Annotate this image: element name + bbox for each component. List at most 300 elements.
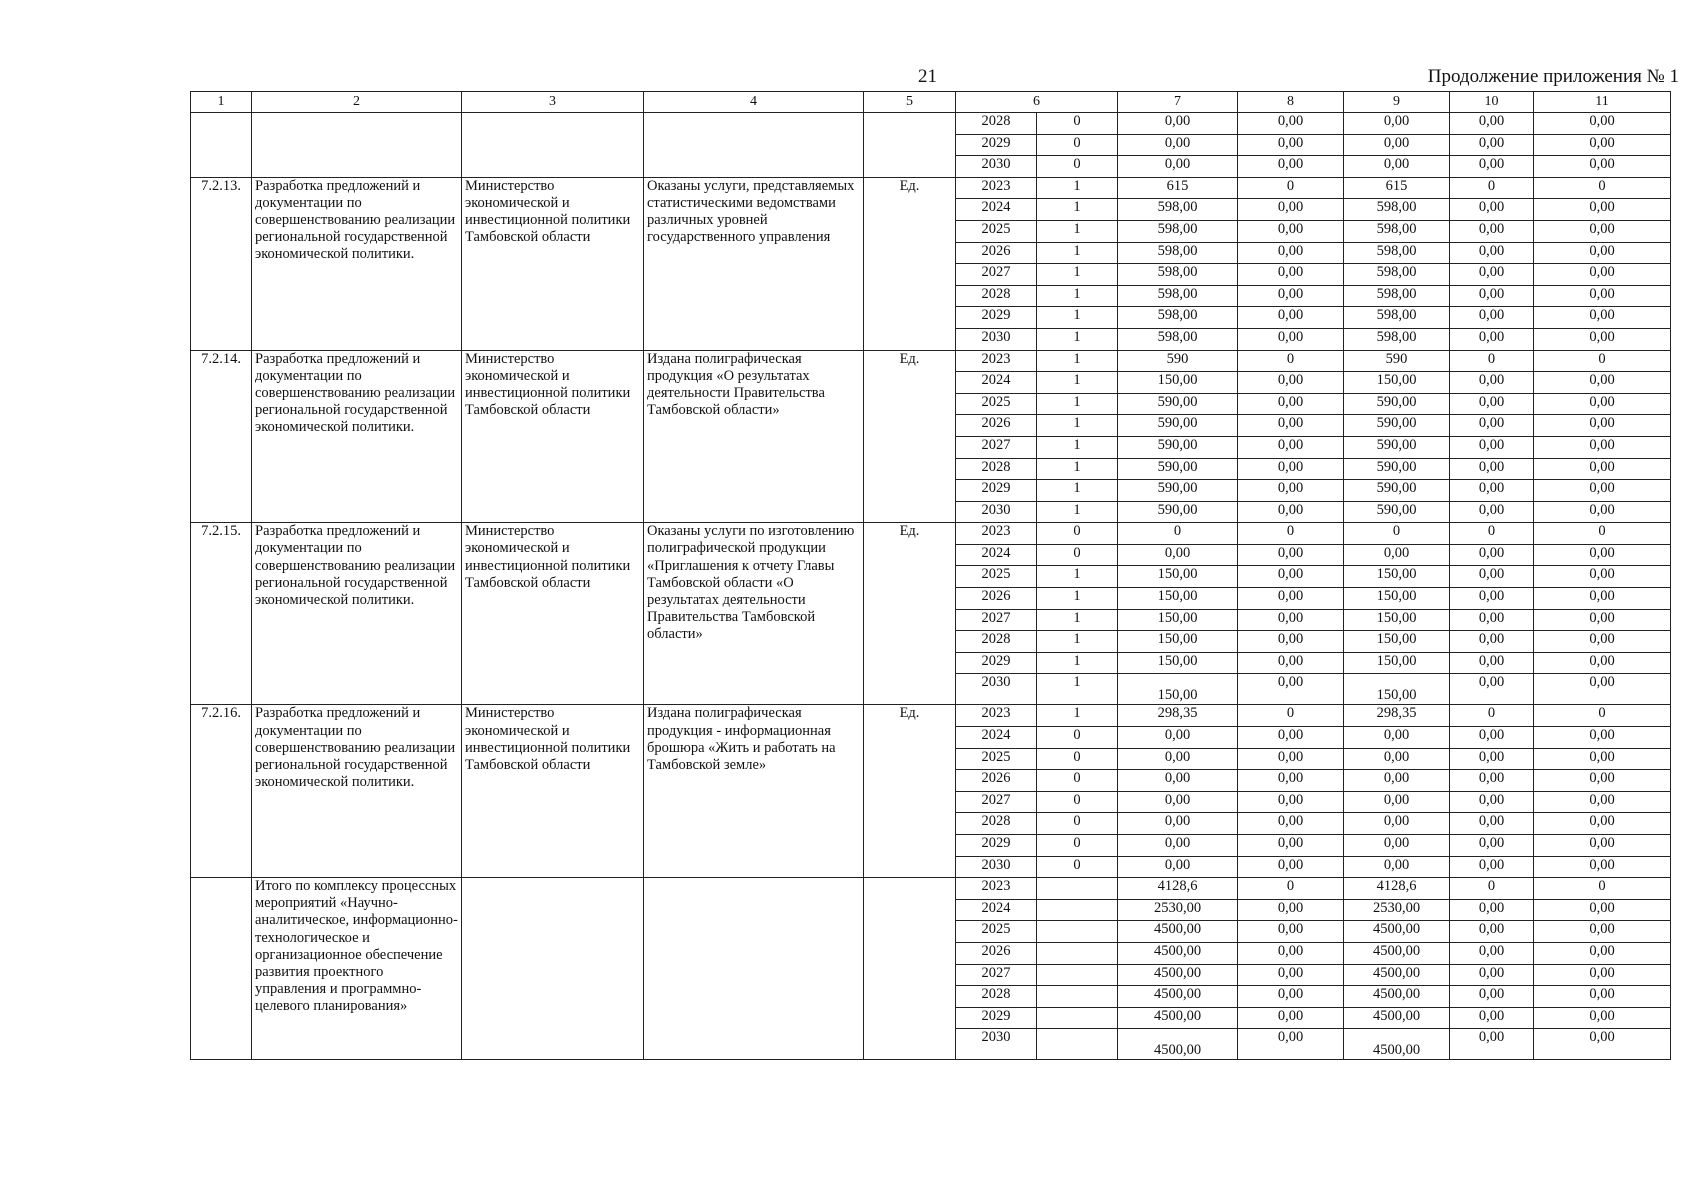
col10-value: 0,00 <box>1450 942 1534 964</box>
col6-value <box>1037 878 1118 900</box>
col11-value: 0,00 <box>1534 770 1671 792</box>
col-header-1: 1 <box>191 92 252 113</box>
year-cell: 2024 <box>956 899 1037 921</box>
col9-value: 0,00 <box>1344 544 1450 566</box>
col11-value: 0,00 <box>1534 899 1671 921</box>
col8-value: 0 <box>1238 878 1344 900</box>
col8-value: 0,00 <box>1238 770 1344 792</box>
col7-value: 150,00 <box>1118 674 1238 705</box>
year-cell: 2023 <box>956 350 1037 372</box>
col9-value: 590,00 <box>1344 458 1450 480</box>
col9-value: 150,00 <box>1344 652 1450 674</box>
col8-value: 0,00 <box>1238 609 1344 631</box>
col7-value: 598,00 <box>1118 264 1238 286</box>
year-cell: 2028 <box>956 631 1037 653</box>
year-cell: 2028 <box>956 113 1037 135</box>
col10-value: 0,00 <box>1450 813 1534 835</box>
col8-value: 0,00 <box>1238 652 1344 674</box>
col6-value: 0 <box>1037 134 1118 156</box>
col7-value: 4500,00 <box>1118 1007 1238 1029</box>
col7-value: 0,00 <box>1118 544 1238 566</box>
col11-value: 0,00 <box>1534 458 1671 480</box>
col11-value: 0,00 <box>1534 393 1671 415</box>
col7-value: 598,00 <box>1118 285 1238 307</box>
year-cell: 2024 <box>956 372 1037 394</box>
year-cell: 2030 <box>956 1029 1037 1060</box>
col9-value: 590,00 <box>1344 393 1450 415</box>
col9-value: 4500,00 <box>1344 986 1450 1008</box>
col7-value: 590,00 <box>1118 393 1238 415</box>
col8-value: 0,00 <box>1238 415 1344 437</box>
col10-value: 0,00 <box>1450 899 1534 921</box>
year-cell: 2028 <box>956 285 1037 307</box>
col7-value: 0 <box>1118 523 1238 545</box>
year-cell: 2029 <box>956 652 1037 674</box>
col7-value: 150,00 <box>1118 631 1238 653</box>
measure-name: Разработка предложений и документации по совершенствованию реализации региональной государственной экономической политики. <box>252 350 462 523</box>
year-cell: 2030 <box>956 856 1037 878</box>
col7-value: 4128,6 <box>1118 878 1238 900</box>
col10-value: 0 <box>1450 350 1534 372</box>
col7-value: 598,00 <box>1118 242 1238 264</box>
col6-value <box>1037 899 1118 921</box>
measure-executor: Министерство экономической и инвестиционной политики Тамбовской области <box>462 177 644 350</box>
measure-code: 7.2.13. <box>191 177 252 350</box>
measure-result: Оказаны услуги по изготовлению полиграфической продукции «Приглашения к отчету Главы Тамбовской области «О результатах деятельности Правительства Тамбовской области» <box>644 523 864 705</box>
col11-value: 0,00 <box>1534 921 1671 943</box>
col9-value: 0,00 <box>1344 770 1450 792</box>
col9-value: 0,00 <box>1344 113 1450 135</box>
col6-value: 1 <box>1037 458 1118 480</box>
col9-value: 0,00 <box>1344 791 1450 813</box>
col-header-8: 8 <box>1238 92 1344 113</box>
col8-value: 0,00 <box>1238 372 1344 394</box>
col7-value: 4500,00 <box>1118 921 1238 943</box>
year-cell: 2026 <box>956 415 1037 437</box>
col6-value: 1 <box>1037 652 1118 674</box>
col11-value: 0,00 <box>1534 942 1671 964</box>
col9-value: 590,00 <box>1344 501 1450 523</box>
col11-value: 0,00 <box>1534 113 1671 135</box>
col10-value: 0,00 <box>1450 436 1534 458</box>
empty-cell <box>462 113 644 178</box>
year-cell: 2030 <box>956 501 1037 523</box>
year-cell: 2028 <box>956 458 1037 480</box>
col6-value: 0 <box>1037 544 1118 566</box>
col7-value: 298,35 <box>1118 705 1238 727</box>
year-cell: 2030 <box>956 156 1037 178</box>
col10-value: 0,00 <box>1450 307 1534 329</box>
col9-value: 150,00 <box>1344 588 1450 610</box>
measure-result: Издана полиграфическая продукция - информационная брошюра «Жить и работать на Тамбовской земле» <box>644 705 864 878</box>
col-header-3: 3 <box>462 92 644 113</box>
empty-cell <box>252 113 462 178</box>
col9-value: 0,00 <box>1344 835 1450 857</box>
year-cell: 2028 <box>956 813 1037 835</box>
col6-value: 1 <box>1037 307 1118 329</box>
col10-value: 0,00 <box>1450 156 1534 178</box>
year-cell: 2027 <box>956 964 1037 986</box>
year-cell: 2027 <box>956 264 1037 286</box>
measure-unit: Ед. <box>864 705 956 878</box>
col7-value: 0,00 <box>1118 113 1238 135</box>
col9-value: 598,00 <box>1344 285 1450 307</box>
col10-value: 0,00 <box>1450 199 1534 221</box>
col8-value: 0,00 <box>1238 856 1344 878</box>
col8-value: 0,00 <box>1238 791 1344 813</box>
col6-value <box>1037 1007 1118 1029</box>
col11-value: 0,00 <box>1534 835 1671 857</box>
col9-value: 590,00 <box>1344 436 1450 458</box>
col10-value: 0,00 <box>1450 791 1534 813</box>
col11-value: 0,00 <box>1534 791 1671 813</box>
col11-value: 0 <box>1534 878 1671 900</box>
measure-executor: Министерство экономической и инвестиционной политики Тамбовской области <box>462 523 644 705</box>
year-cell: 2026 <box>956 770 1037 792</box>
col8-value: 0,00 <box>1238 835 1344 857</box>
col9-value: 4128,6 <box>1344 878 1450 900</box>
col7-value: 598,00 <box>1118 199 1238 221</box>
col7-value: 0,00 <box>1118 835 1238 857</box>
col11-value: 0,00 <box>1534 328 1671 350</box>
col7-value: 4500,00 <box>1118 986 1238 1008</box>
measure-unit: Ед. <box>864 350 956 523</box>
col7-value: 0,00 <box>1118 813 1238 835</box>
measure-unit: Ед. <box>864 177 956 350</box>
col9-value: 150,00 <box>1344 372 1450 394</box>
col8-value: 0,00 <box>1238 674 1344 705</box>
col7-value: 0,00 <box>1118 748 1238 770</box>
empty-cell <box>644 113 864 178</box>
col6-value: 1 <box>1037 588 1118 610</box>
table-row <box>191 350 1671 372</box>
col7-value: 598,00 <box>1118 307 1238 329</box>
col10-value: 0,00 <box>1450 835 1534 857</box>
col11-value: 0,00 <box>1534 964 1671 986</box>
year-cell: 2029 <box>956 1007 1037 1029</box>
year-cell: 2026 <box>956 588 1037 610</box>
measure-unit: Ед. <box>864 523 956 705</box>
year-cell: 2023 <box>956 878 1037 900</box>
empty-cell <box>462 878 644 1060</box>
year-cell: 2027 <box>956 609 1037 631</box>
col11-value: 0,00 <box>1534 588 1671 610</box>
column-number-row <box>191 92 1671 113</box>
col8-value: 0,00 <box>1238 631 1344 653</box>
col10-value: 0 <box>1450 705 1534 727</box>
col6-value: 1 <box>1037 480 1118 502</box>
col8-value: 0,00 <box>1238 156 1344 178</box>
col7-value: 150,00 <box>1118 588 1238 610</box>
col7-value: 4500,00 <box>1118 1029 1238 1060</box>
year-cell: 2024 <box>956 727 1037 749</box>
col8-value: 0,00 <box>1238 436 1344 458</box>
col11-value: 0,00 <box>1534 220 1671 242</box>
col8-value: 0,00 <box>1238 899 1344 921</box>
col9-value: 598,00 <box>1344 307 1450 329</box>
col7-value: 598,00 <box>1118 220 1238 242</box>
col9-value: 4500,00 <box>1344 964 1450 986</box>
col6-value: 0 <box>1037 770 1118 792</box>
col8-value: 0 <box>1238 177 1344 199</box>
measure-code: 7.2.14. <box>191 350 252 523</box>
col10-value: 0,00 <box>1450 220 1534 242</box>
col8-value: 0,00 <box>1238 986 1344 1008</box>
col9-value: 598,00 <box>1344 328 1450 350</box>
col10-value: 0,00 <box>1450 856 1534 878</box>
col6-value <box>1037 942 1118 964</box>
col10-value: 0,00 <box>1450 609 1534 631</box>
year-cell: 2024 <box>956 544 1037 566</box>
table-row <box>191 523 1671 545</box>
col9-value: 0,00 <box>1344 813 1450 835</box>
measure-executor: Министерство экономической и инвестиционной политики Тамбовской области <box>462 350 644 523</box>
col10-value: 0,00 <box>1450 566 1534 588</box>
col10-value: 0,00 <box>1450 631 1534 653</box>
col11-value: 0,00 <box>1534 307 1671 329</box>
col10-value: 0,00 <box>1450 501 1534 523</box>
col10-value: 0 <box>1450 177 1534 199</box>
col6-value: 1 <box>1037 199 1118 221</box>
measure-result: Издана полиграфическая продукция «О результатах деятельности Правительства Тамбовской области» <box>644 350 864 523</box>
col7-value: 590,00 <box>1118 415 1238 437</box>
col11-value: 0,00 <box>1534 986 1671 1008</box>
col-header-9: 9 <box>1344 92 1450 113</box>
col11-value: 0,00 <box>1534 1007 1671 1029</box>
col10-value: 0,00 <box>1450 674 1534 705</box>
col11-value: 0,00 <box>1534 199 1671 221</box>
col6-value: 1 <box>1037 264 1118 286</box>
col9-value: 0,00 <box>1344 156 1450 178</box>
table-row <box>191 878 1671 900</box>
page-number: 21 <box>918 66 937 87</box>
col9-value: 4500,00 <box>1344 1007 1450 1029</box>
col-header-5: 5 <box>864 92 956 113</box>
year-cell: 2023 <box>956 705 1037 727</box>
year-cell: 2029 <box>956 134 1037 156</box>
year-cell: 2027 <box>956 791 1037 813</box>
col10-value: 0,00 <box>1450 458 1534 480</box>
col10-value: 0,00 <box>1450 372 1534 394</box>
col7-value: 150,00 <box>1118 652 1238 674</box>
col8-value: 0,00 <box>1238 921 1344 943</box>
total-label: Итого по комплексу процессных мероприятий «Научно-аналитическое, информационно-технологическое и организационное обеспечение развития проектного управления и программно-целевого планирования» <box>252 878 462 1060</box>
empty-cell <box>644 878 864 1060</box>
col11-value: 0,00 <box>1534 156 1671 178</box>
col10-value: 0,00 <box>1450 113 1534 135</box>
col8-value: 0,00 <box>1238 1007 1344 1029</box>
year-cell: 2029 <box>956 835 1037 857</box>
measure-executor: Министерство экономической и инвестиционной политики Тамбовской области <box>462 705 644 878</box>
col9-value: 590 <box>1344 350 1450 372</box>
col11-value: 0,00 <box>1534 480 1671 502</box>
col-header-10: 10 <box>1450 92 1534 113</box>
col10-value: 0,00 <box>1450 964 1534 986</box>
year-cell: 2026 <box>956 942 1037 964</box>
col6-value: 1 <box>1037 328 1118 350</box>
col7-value: 0,00 <box>1118 791 1238 813</box>
col6-value: 0 <box>1037 156 1118 178</box>
year-cell: 2023 <box>956 523 1037 545</box>
col7-value: 0,00 <box>1118 727 1238 749</box>
col8-value: 0,00 <box>1238 1029 1344 1060</box>
col8-value: 0,00 <box>1238 588 1344 610</box>
col11-value: 0 <box>1534 177 1671 199</box>
measure-name: Разработка предложений и документации по совершенствованию реализации региональной государственной экономической политики. <box>252 177 462 350</box>
col9-value: 4500,00 <box>1344 1029 1450 1060</box>
col10-value: 0,00 <box>1450 588 1534 610</box>
col10-value: 0,00 <box>1450 328 1534 350</box>
col8-value: 0,00 <box>1238 544 1344 566</box>
col11-value: 0,00 <box>1534 1029 1671 1060</box>
year-cell: 2025 <box>956 748 1037 770</box>
col11-value: 0,00 <box>1534 242 1671 264</box>
col7-value: 0,00 <box>1118 134 1238 156</box>
appendix-continuation-label: Продолжение приложения № 1 <box>1427 66 1679 87</box>
col7-value: 0,00 <box>1118 770 1238 792</box>
measure-code: 7.2.16. <box>191 705 252 878</box>
col7-value: 150,00 <box>1118 372 1238 394</box>
col-header-11: 11 <box>1534 92 1671 113</box>
col6-value: 0 <box>1037 748 1118 770</box>
col8-value: 0,00 <box>1238 393 1344 415</box>
col6-value <box>1037 986 1118 1008</box>
col9-value: 598,00 <box>1344 199 1450 221</box>
col10-value: 0,00 <box>1450 480 1534 502</box>
col10-value: 0,00 <box>1450 727 1534 749</box>
col-header-4: 4 <box>644 92 864 113</box>
year-cell: 2030 <box>956 328 1037 350</box>
col6-value: 0 <box>1037 523 1118 545</box>
col7-value: 0,00 <box>1118 156 1238 178</box>
col9-value: 150,00 <box>1344 609 1450 631</box>
col6-value: 1 <box>1037 609 1118 631</box>
col8-value: 0,00 <box>1238 264 1344 286</box>
col7-value: 615 <box>1118 177 1238 199</box>
col7-value: 590,00 <box>1118 501 1238 523</box>
col9-value: 0,00 <box>1344 748 1450 770</box>
col6-value: 0 <box>1037 835 1118 857</box>
col6-value: 1 <box>1037 177 1118 199</box>
year-cell: 2024 <box>956 199 1037 221</box>
col11-value: 0 <box>1534 523 1671 545</box>
col11-value: 0,00 <box>1534 727 1671 749</box>
col9-value: 0,00 <box>1344 134 1450 156</box>
col11-value: 0,00 <box>1534 813 1671 835</box>
col9-value: 150,00 <box>1344 674 1450 705</box>
empty-cell <box>864 113 956 178</box>
col9-value: 4500,00 <box>1344 921 1450 943</box>
col10-value: 0,00 <box>1450 415 1534 437</box>
col7-value: 4500,00 <box>1118 942 1238 964</box>
col11-value: 0,00 <box>1534 674 1671 705</box>
col6-value: 1 <box>1037 705 1118 727</box>
col11-value: 0,00 <box>1534 631 1671 653</box>
year-cell: 2025 <box>956 393 1037 415</box>
measure-name: Разработка предложений и документации по совершенствованию реализации региональной государственной экономической политики. <box>252 705 462 878</box>
col9-value: 590,00 <box>1344 415 1450 437</box>
year-cell: 2023 <box>956 177 1037 199</box>
col11-value: 0,00 <box>1534 544 1671 566</box>
empty-cell <box>191 878 252 1060</box>
col11-value: 0,00 <box>1534 134 1671 156</box>
col6-value: 1 <box>1037 674 1118 705</box>
measure-name: Разработка предложений и документации по совершенствованию реализации региональной государственной экономической политики. <box>252 523 462 705</box>
col9-value: 598,00 <box>1344 264 1450 286</box>
col-header-6: 6 <box>956 92 1118 113</box>
col8-value: 0,00 <box>1238 501 1344 523</box>
table-row <box>191 177 1671 199</box>
col9-value: 590,00 <box>1344 480 1450 502</box>
col7-value: 2530,00 <box>1118 899 1238 921</box>
col7-value: 590,00 <box>1118 436 1238 458</box>
col10-value: 0,00 <box>1450 652 1534 674</box>
year-cell: 2026 <box>956 242 1037 264</box>
col-header-7: 7 <box>1118 92 1238 113</box>
col8-value: 0 <box>1238 350 1344 372</box>
col8-value: 0,00 <box>1238 480 1344 502</box>
col10-value: 0,00 <box>1450 393 1534 415</box>
col8-value: 0,00 <box>1238 328 1344 350</box>
col6-value: 1 <box>1037 393 1118 415</box>
col10-value: 0,00 <box>1450 264 1534 286</box>
col8-value: 0 <box>1238 705 1344 727</box>
col11-value: 0,00 <box>1534 748 1671 770</box>
col11-value: 0,00 <box>1534 856 1671 878</box>
col10-value: 0 <box>1450 878 1534 900</box>
col7-value: 150,00 <box>1118 609 1238 631</box>
col9-value: 4500,00 <box>1344 942 1450 964</box>
col9-value: 150,00 <box>1344 566 1450 588</box>
col6-value <box>1037 921 1118 943</box>
col8-value: 0,00 <box>1238 748 1344 770</box>
col10-value: 0,00 <box>1450 1007 1534 1029</box>
col6-value <box>1037 964 1118 986</box>
col10-value: 0,00 <box>1450 242 1534 264</box>
year-cell: 2025 <box>956 921 1037 943</box>
col6-value: 0 <box>1037 727 1118 749</box>
col7-value: 150,00 <box>1118 566 1238 588</box>
col6-value: 1 <box>1037 285 1118 307</box>
col6-value: 1 <box>1037 220 1118 242</box>
col8-value: 0,00 <box>1238 458 1344 480</box>
col10-value: 0,00 <box>1450 544 1534 566</box>
col8-value: 0,00 <box>1238 242 1344 264</box>
year-cell: 2028 <box>956 986 1037 1008</box>
col9-value: 598,00 <box>1344 220 1450 242</box>
col11-value: 0,00 <box>1534 264 1671 286</box>
col8-value: 0,00 <box>1238 285 1344 307</box>
measure-code: 7.2.15. <box>191 523 252 705</box>
year-cell: 2025 <box>956 566 1037 588</box>
col6-value: 1 <box>1037 242 1118 264</box>
col7-value: 590 <box>1118 350 1238 372</box>
col6-value: 1 <box>1037 415 1118 437</box>
col6-value: 1 <box>1037 350 1118 372</box>
col11-value: 0 <box>1534 350 1671 372</box>
col6-value: 0 <box>1037 113 1118 135</box>
year-cell: 2030 <box>956 674 1037 705</box>
col8-value: 0 <box>1238 523 1344 545</box>
col-header-2: 2 <box>252 92 462 113</box>
col6-value: 0 <box>1037 813 1118 835</box>
table-body <box>191 113 1671 1060</box>
col8-value: 0,00 <box>1238 813 1344 835</box>
col10-value: 0,00 <box>1450 770 1534 792</box>
col11-value: 0,00 <box>1534 415 1671 437</box>
col10-value: 0,00 <box>1450 748 1534 770</box>
table-row <box>191 705 1671 727</box>
